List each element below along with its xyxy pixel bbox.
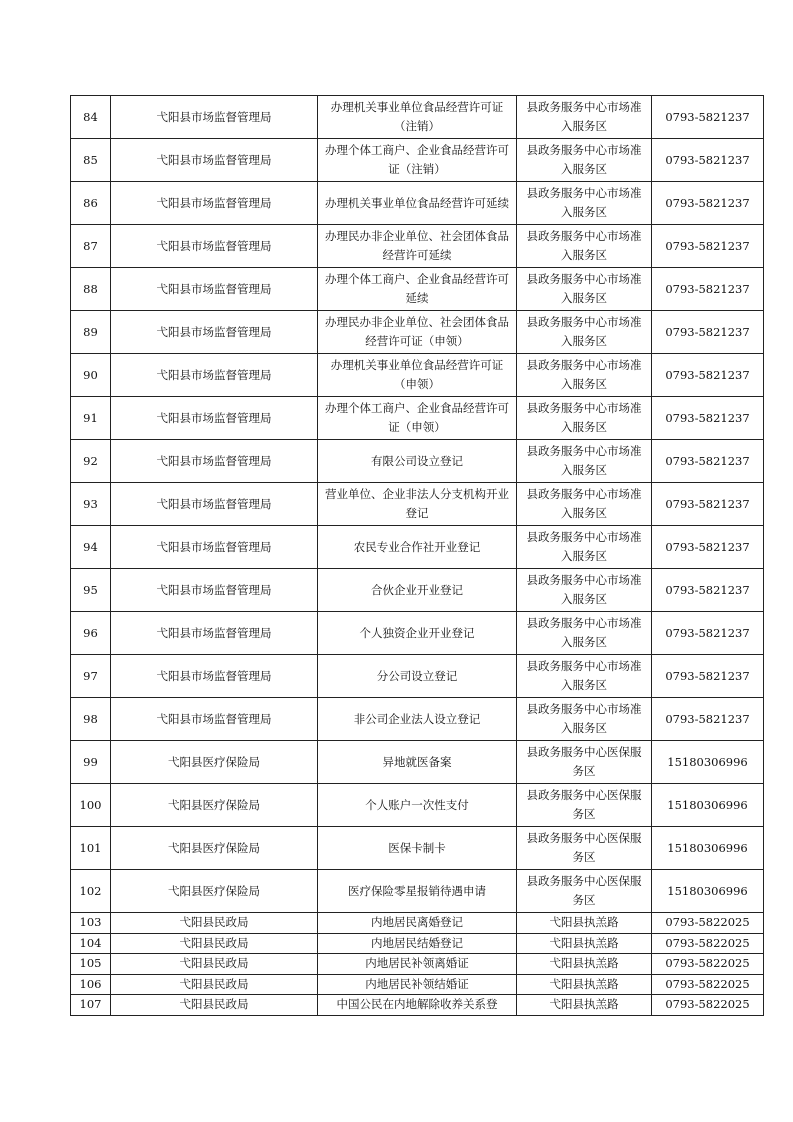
phone-cell: 0793-5822025 bbox=[652, 913, 764, 934]
row-number-cell: 93 bbox=[71, 483, 111, 526]
location-cell: 县政务服务中心市场准入服务区 bbox=[517, 354, 652, 397]
service-item-cell: 内地居民离婚登记 bbox=[318, 913, 517, 934]
department-cell: 弋阳县市场监督管理局 bbox=[111, 612, 318, 655]
table-row bbox=[71, 311, 764, 354]
table-row bbox=[71, 612, 764, 655]
row-number-cell: 107 bbox=[71, 995, 111, 1016]
service-item-cell: 办理民办非企业单位、社会团体食品经营许可延续 bbox=[318, 225, 517, 268]
department-cell: 弋阳县民政局 bbox=[111, 974, 318, 995]
phone-cell: 0793-5821237 bbox=[652, 268, 764, 311]
phone-cell: 15180306996 bbox=[652, 784, 764, 827]
location-cell: 县政务服务中心市场准入服务区 bbox=[517, 526, 652, 569]
row-number-cell: 100 bbox=[71, 784, 111, 827]
table-row bbox=[71, 784, 764, 827]
location-cell: 县政务服务中心医保服务区 bbox=[517, 870, 652, 913]
department-cell: 弋阳县市场监督管理局 bbox=[111, 225, 318, 268]
location-cell: 县政务服务中心市场准入服务区 bbox=[517, 440, 652, 483]
table-row bbox=[71, 655, 764, 698]
table-row bbox=[71, 913, 764, 934]
row-number-cell: 90 bbox=[71, 354, 111, 397]
location-cell: 弋阳县执羔路 bbox=[517, 933, 652, 954]
table-row bbox=[71, 225, 764, 268]
service-item-cell: 办理民办非企业单位、社会团体食品经营许可证（申领） bbox=[318, 311, 517, 354]
location-cell: 县政务服务中心医保服务区 bbox=[517, 741, 652, 784]
phone-cell: 0793-5821237 bbox=[652, 569, 764, 612]
phone-cell: 0793-5821237 bbox=[652, 225, 764, 268]
department-cell: 弋阳县市场监督管理局 bbox=[111, 397, 318, 440]
row-number-cell: 95 bbox=[71, 569, 111, 612]
department-cell: 弋阳县市场监督管理局 bbox=[111, 268, 318, 311]
location-cell: 县政务服务中心市场准入服务区 bbox=[517, 182, 652, 225]
table-row bbox=[71, 933, 764, 954]
phone-cell: 0793-5821237 bbox=[652, 182, 764, 225]
row-number-cell: 91 bbox=[71, 397, 111, 440]
row-number-cell: 106 bbox=[71, 974, 111, 995]
location-cell: 县政务服务中心市场准入服务区 bbox=[517, 311, 652, 354]
table-row bbox=[71, 483, 764, 526]
table-row bbox=[71, 569, 764, 612]
table-row bbox=[71, 954, 764, 975]
service-item-cell: 内地居民补领离婚证 bbox=[318, 954, 517, 975]
row-number-cell: 89 bbox=[71, 311, 111, 354]
service-item-cell: 合伙企业开业登记 bbox=[318, 569, 517, 612]
department-cell: 弋阳县民政局 bbox=[111, 913, 318, 934]
department-cell: 弋阳县民政局 bbox=[111, 954, 318, 975]
table-row bbox=[71, 139, 764, 182]
department-cell: 弋阳县民政局 bbox=[111, 933, 318, 954]
service-item-cell: 农民专业合作社开业登记 bbox=[318, 526, 517, 569]
location-cell: 县政务服务中心市场准入服务区 bbox=[517, 483, 652, 526]
table-row bbox=[71, 870, 764, 913]
row-number-cell: 92 bbox=[71, 440, 111, 483]
phone-cell: 0793-5822025 bbox=[652, 933, 764, 954]
table-row bbox=[71, 827, 764, 870]
table-row bbox=[71, 698, 764, 741]
service-item-cell: 非公司企业法人设立登记 bbox=[318, 698, 517, 741]
service-item-cell: 内地居民补领结婚证 bbox=[318, 974, 517, 995]
department-cell: 弋阳县市场监督管理局 bbox=[111, 655, 318, 698]
service-table-body bbox=[71, 96, 764, 1016]
row-number-cell: 102 bbox=[71, 870, 111, 913]
location-cell: 县政务服务中心市场准入服务区 bbox=[517, 655, 652, 698]
row-number-cell: 97 bbox=[71, 655, 111, 698]
row-number-cell: 84 bbox=[71, 96, 111, 139]
location-cell: 弋阳县执羔路 bbox=[517, 954, 652, 975]
location-cell: 县政务服务中心市场准入服务区 bbox=[517, 139, 652, 182]
row-number-cell: 104 bbox=[71, 933, 111, 954]
phone-cell: 0793-5822025 bbox=[652, 954, 764, 975]
department-cell: 弋阳县医疗保险局 bbox=[111, 741, 318, 784]
phone-cell: 15180306996 bbox=[652, 870, 764, 913]
phone-cell: 15180306996 bbox=[652, 827, 764, 870]
phone-cell: 0793-5821237 bbox=[652, 698, 764, 741]
row-number-cell: 101 bbox=[71, 827, 111, 870]
department-cell: 弋阳县市场监督管理局 bbox=[111, 96, 318, 139]
service-item-cell: 医保卡制卡 bbox=[318, 827, 517, 870]
department-cell: 弋阳县市场监督管理局 bbox=[111, 354, 318, 397]
location-cell: 弋阳县执羔路 bbox=[517, 913, 652, 934]
location-cell: 县政务服务中心市场准入服务区 bbox=[517, 698, 652, 741]
location-cell: 县政务服务中心市场准入服务区 bbox=[517, 569, 652, 612]
service-table bbox=[70, 95, 764, 1016]
phone-cell: 0793-5821237 bbox=[652, 397, 764, 440]
location-cell: 县政务服务中心市场准入服务区 bbox=[517, 268, 652, 311]
service-item-cell: 个人账户一次性支付 bbox=[318, 784, 517, 827]
location-cell: 县政务服务中心医保服务区 bbox=[517, 827, 652, 870]
service-item-cell: 办理机关事业单位食品经营许可证（注销） bbox=[318, 96, 517, 139]
table-row bbox=[71, 397, 764, 440]
row-number-cell: 86 bbox=[71, 182, 111, 225]
row-number-cell: 96 bbox=[71, 612, 111, 655]
service-item-cell: 营业单位、企业非法人分支机构开业登记 bbox=[318, 483, 517, 526]
phone-cell: 15180306996 bbox=[652, 741, 764, 784]
table-row bbox=[71, 995, 764, 1016]
department-cell: 弋阳县市场监督管理局 bbox=[111, 139, 318, 182]
row-number-cell: 99 bbox=[71, 741, 111, 784]
service-item-cell: 办理个体工商户、企业食品经营许可证（注销） bbox=[318, 139, 517, 182]
department-cell: 弋阳县医疗保险局 bbox=[111, 870, 318, 913]
service-item-cell: 有限公司设立登记 bbox=[318, 440, 517, 483]
department-cell: 弋阳县市场监督管理局 bbox=[111, 569, 318, 612]
department-cell: 弋阳县市场监督管理局 bbox=[111, 311, 318, 354]
row-number-cell: 88 bbox=[71, 268, 111, 311]
phone-cell: 0793-5821237 bbox=[652, 440, 764, 483]
row-number-cell: 103 bbox=[71, 913, 111, 934]
service-item-cell: 办理个体工商户、企业食品经营许可延续 bbox=[318, 268, 517, 311]
service-item-cell: 办理机关事业单位食品经营许可延续 bbox=[318, 182, 517, 225]
table-row bbox=[71, 96, 764, 139]
table-row bbox=[71, 526, 764, 569]
service-item-cell: 异地就医备案 bbox=[318, 741, 517, 784]
phone-cell: 0793-5821237 bbox=[652, 655, 764, 698]
service-item-cell: 办理机关事业单位食品经营许可证（申领） bbox=[318, 354, 517, 397]
location-cell: 县政务服务中心市场准入服务区 bbox=[517, 225, 652, 268]
table-row bbox=[71, 182, 764, 225]
location-cell: 县政务服务中心医保服务区 bbox=[517, 784, 652, 827]
location-cell: 弋阳县执羔路 bbox=[517, 974, 652, 995]
service-item-cell: 内地居民结婚登记 bbox=[318, 933, 517, 954]
phone-cell: 0793-5821237 bbox=[652, 139, 764, 182]
service-item-cell: 个人独资企业开业登记 bbox=[318, 612, 517, 655]
row-number-cell: 98 bbox=[71, 698, 111, 741]
department-cell: 弋阳县民政局 bbox=[111, 995, 318, 1016]
phone-cell: 0793-5821237 bbox=[652, 526, 764, 569]
location-cell: 县政务服务中心市场准入服务区 bbox=[517, 397, 652, 440]
table-row bbox=[71, 974, 764, 995]
department-cell: 弋阳县医疗保险局 bbox=[111, 784, 318, 827]
phone-cell: 0793-5821237 bbox=[652, 354, 764, 397]
table-row bbox=[71, 440, 764, 483]
table-row bbox=[71, 354, 764, 397]
phone-cell: 0793-5822025 bbox=[652, 995, 764, 1016]
phone-cell: 0793-5821237 bbox=[652, 483, 764, 526]
table-row bbox=[71, 268, 764, 311]
department-cell: 弋阳县市场监督管理局 bbox=[111, 526, 318, 569]
service-item-cell: 分公司设立登记 bbox=[318, 655, 517, 698]
service-item-cell: 办理个体工商户、企业食品经营许可证（申领） bbox=[318, 397, 517, 440]
department-cell: 弋阳县医疗保险局 bbox=[111, 827, 318, 870]
location-cell: 弋阳县执羔路 bbox=[517, 995, 652, 1016]
department-cell: 弋阳县市场监督管理局 bbox=[111, 182, 318, 225]
row-number-cell: 87 bbox=[71, 225, 111, 268]
department-cell: 弋阳县市场监督管理局 bbox=[111, 483, 318, 526]
table-row bbox=[71, 741, 764, 784]
service-item-cell: 中国公民在内地解除收养关系登 bbox=[318, 995, 517, 1016]
phone-cell: 0793-5821237 bbox=[652, 612, 764, 655]
department-cell: 弋阳县市场监督管理局 bbox=[111, 698, 318, 741]
phone-cell: 0793-5821237 bbox=[652, 96, 764, 139]
location-cell: 县政务服务中心市场准入服务区 bbox=[517, 96, 652, 139]
phone-cell: 0793-5821237 bbox=[652, 311, 764, 354]
phone-cell: 0793-5822025 bbox=[652, 974, 764, 995]
row-number-cell: 105 bbox=[71, 954, 111, 975]
department-cell: 弋阳县市场监督管理局 bbox=[111, 440, 318, 483]
service-item-cell: 医疗保险零星报销待遇申请 bbox=[318, 870, 517, 913]
location-cell: 县政务服务中心市场准入服务区 bbox=[517, 612, 652, 655]
row-number-cell: 85 bbox=[71, 139, 111, 182]
row-number-cell: 94 bbox=[71, 526, 111, 569]
